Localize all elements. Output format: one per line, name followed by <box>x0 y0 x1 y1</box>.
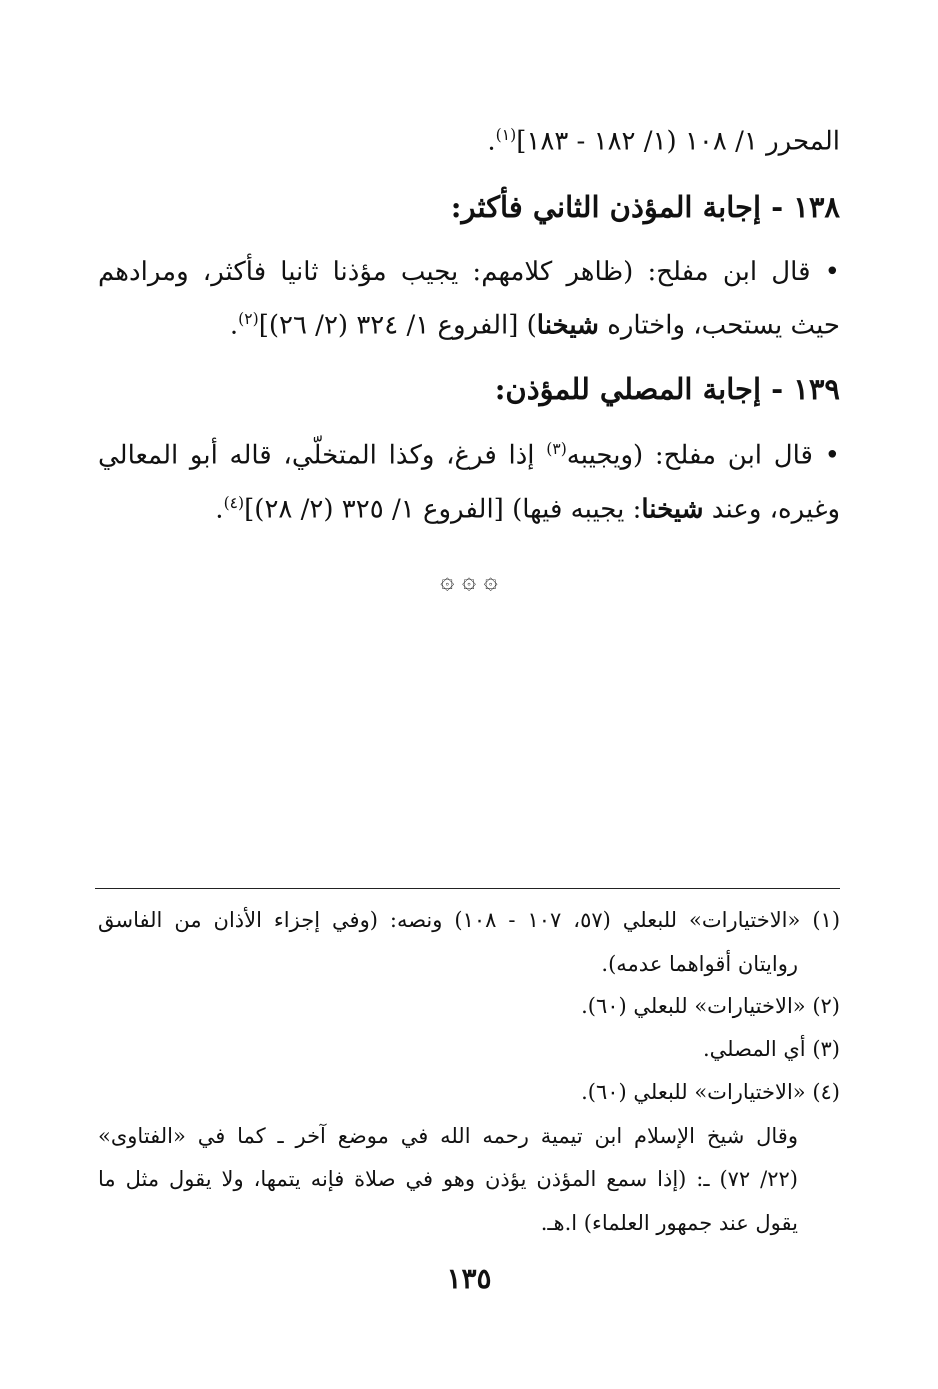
paragraph-138-bold-term: شيخنا <box>536 310 599 341</box>
paragraph-139-text-a: • قال ابن مفلح: (ويجيبه <box>566 440 840 471</box>
footnote-ref-2[interactable]: (٢) <box>238 310 259 328</box>
paragraph-138-line-1: • قال ابن مفلح: (ظاهر كلامهم: يجيب مؤذنا ثانيا فأكثر، ومرادهم <box>98 257 840 287</box>
footnote-ref-1[interactable]: (١) <box>495 126 517 144</box>
footnote-4-continuation-line-1: وقال شيخ الإسلام ابن تيمية رحمه الله في موضع آخر ـ كما في «الفتاوى» <box>98 1124 798 1148</box>
footnote-4-continuation-line-3: يقول عند جمهور العلماء) ا.هـ. <box>540 1211 798 1235</box>
paragraph-138-line-2: حيث يستحب، واختاره شيخنا) [الفروع ١/ ٣٢٤ (٢/ ٢٦)]$^{(٢)}$. <box>229 310 840 341</box>
footnote-separator-rule <box>95 888 840 889</box>
citation-text: المحرر ١/ ١٠٨ (١/ ١٨٢ - ١٨٣] <box>516 126 840 157</box>
paragraph-139-text-b: إذا فرغ، وكذا المتخلّي، قاله أبو المعالي <box>98 440 547 471</box>
footnote-1-line-1: (١) «الاختيارات» للبعلي (٥٧، ١٠٧ - ١٠٨) ونصه: (وفي إجزاء الأذان من الفاسق <box>98 908 841 932</box>
page-number: ١٣٥ <box>446 1262 492 1295</box>
footnote-ref-4[interactable]: (٤) <box>223 494 245 512</box>
footnote-3: (٣) أي المصلي. <box>702 1037 840 1061</box>
paragraph-139-text-d: : يجيبه فيها) [الفروع ١/ ٣٢٥ (٢/ ٢٨)] <box>244 494 642 525</box>
footnote-ref-3[interactable]: (٣) <box>546 440 567 458</box>
section-heading-139: ١٣٩ - إجابة المصلي للمؤذن: <box>494 372 840 406</box>
paragraph-139-line-2: وغيره، وعند شيخنا: يجيبه فيها) [الفروع ١/ ٣٢٥ (٢/ ٢٨)]$^{(٤)}$. <box>215 494 840 525</box>
paragraph-139-line-1 <box>98 440 840 471</box>
footnote-4-continuation-line-2: (٢٢/ ٧٢) ـ: (إذا سمع المؤذن يؤذن وهو في صلاة فإنه يتمها، ولا يقول مثل ما <box>98 1167 798 1191</box>
section-heading-138: ١٣٨ - إجابة المؤذن الثاني فأكثر: <box>450 190 840 224</box>
paragraph-139-text-c: وغيره، وعند <box>703 494 840 525</box>
footnote-4: (٤) «الاختيارات» للبعلي (٦٠). <box>581 1080 840 1104</box>
paragraph-138-text-a: حيث يستحب، واختاره <box>598 310 840 341</box>
footnote-1-line-2: روايتان أقواهما عدمه). <box>601 952 798 976</box>
footnote-2: (٢) «الاختيارات» للبعلي (٦٠). <box>581 994 840 1018</box>
section-divider-ornaments: ۞ ۞ ۞ <box>440 566 498 594</box>
paragraph-138-text-b: ) [الفروع ١/ ٣٢٤ (٢/ ٢٦)] <box>258 310 537 341</box>
paragraph-139-bold-term: شيخنا <box>641 494 704 525</box>
opening-citation-line: المحرر ١/ ١٠٨ (١/ ١٨٢ - ١٨٣]$^{(١)}$. <box>487 126 840 157</box>
